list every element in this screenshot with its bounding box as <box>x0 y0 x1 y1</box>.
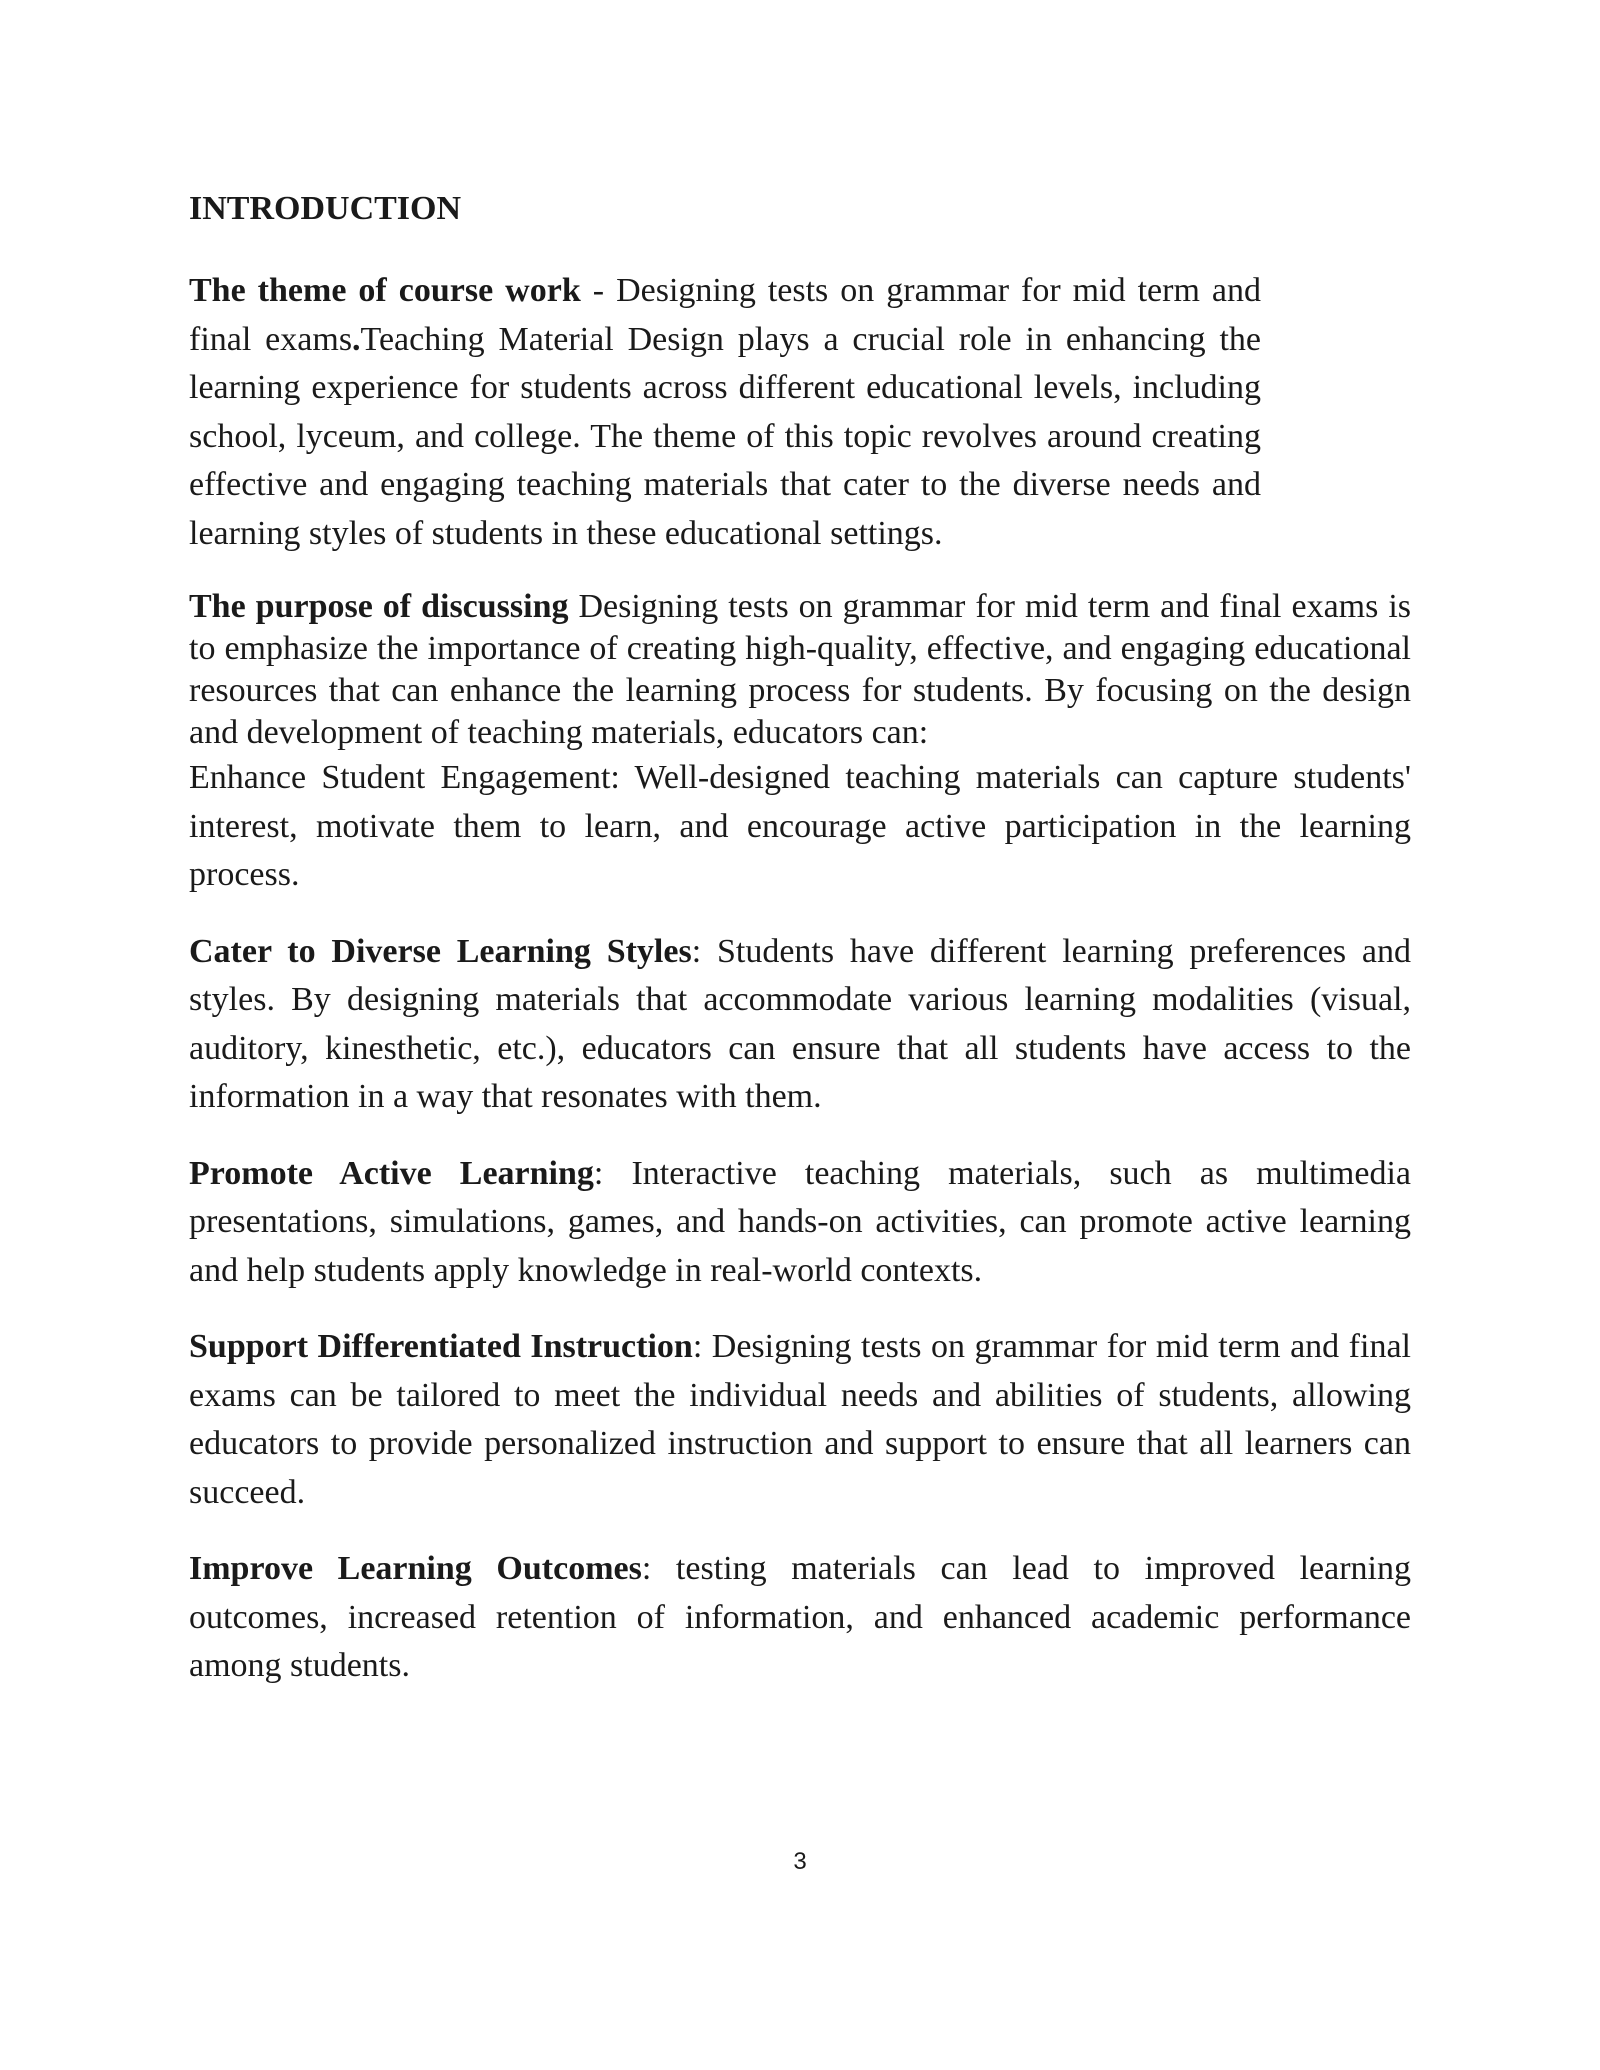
paragraph-theme <box>189 267 1261 558</box>
paragraph-learning-outcomes-text: : testing materials can lead to improved learning outcomes, increased retention of information, and enhanced academic performance among students. <box>189 1550 1411 1684</box>
paragraph-theme-period: . <box>352 320 361 358</box>
paragraph-learning-outcomes-title: Improve Learning Outcomes <box>189 1550 642 1587</box>
paragraph-purpose <box>189 586 1411 754</box>
paragraph-differentiated-instruction-title: Support Differentiated Instruction <box>189 1328 693 1365</box>
paragraph-learning-outcomes <box>189 1545 1411 1691</box>
paragraph-engagement: Enhance Student Engagement: Well-designed teaching materials can capture students' interest, motivate them to learn, and encourage active participation in the learning process. <box>189 759 1411 893</box>
paragraph-theme-text-b: Teaching Material Design plays a crucial role in enhancing the learning experience for students across different educational levels, including school, lyceum, and college. The theme of this topic revolves around creating effective and engaging teaching materials that cater to the diverse needs and learning styles of students in these educational settings. <box>189 320 1261 552</box>
paragraph-active-learning-title: Promote Active Learning <box>189 1154 594 1192</box>
section-heading: INTRODUCTION <box>189 190 462 227</box>
paragraph-purpose-text: Designing tests on grammar for mid term and final exams is to emphasize the importance of creating high-quality, effective, and engaging educational resources that can enhance the learning process for students. By focusing on the design and development of teaching materials, educators can: <box>189 588 1412 751</box>
paragraph-theme-title: The theme of course work <box>189 272 581 309</box>
page-number: 3 <box>793 1848 807 1875</box>
paragraph-diverse-styles-title: Cater to Diverse Learning Styles <box>189 932 692 970</box>
page-content <box>189 185 1411 1719</box>
paragraph-active-learning <box>189 1150 1411 1296</box>
paragraph-diverse-styles-text: : Students have different learning preferences and styles. By designing materials that accommodate various learning modalities (visual, auditory, kinesthetic, etc.), educators can ensure that all students have access to the information in a way that resonates with them. <box>189 932 1411 1115</box>
paragraph-diverse-styles <box>189 928 1411 1122</box>
paragraph-differentiated-instruction-text: : Designing tests on grammar for mid term and final exams can be tailored to meet the individual needs and abilities of students, allowing educators to provide personalized instruction and support to ensure that all learners can succeed. <box>189 1328 1411 1511</box>
paragraph-differentiated-instruction <box>189 1323 1411 1517</box>
paragraph-active-learning-text: : Interactive teaching materials, such as multimedia presentations, simulations, games, and hands-on activities, can promote active learning and help students apply knowledge in real-world contexts. <box>189 1154 1411 1289</box>
paragraph-purpose-title: The purpose of discussing <box>189 588 569 625</box>
paragraph-theme-text-a: - Designing tests on grammar for mid term and final exams <box>189 272 1261 358</box>
